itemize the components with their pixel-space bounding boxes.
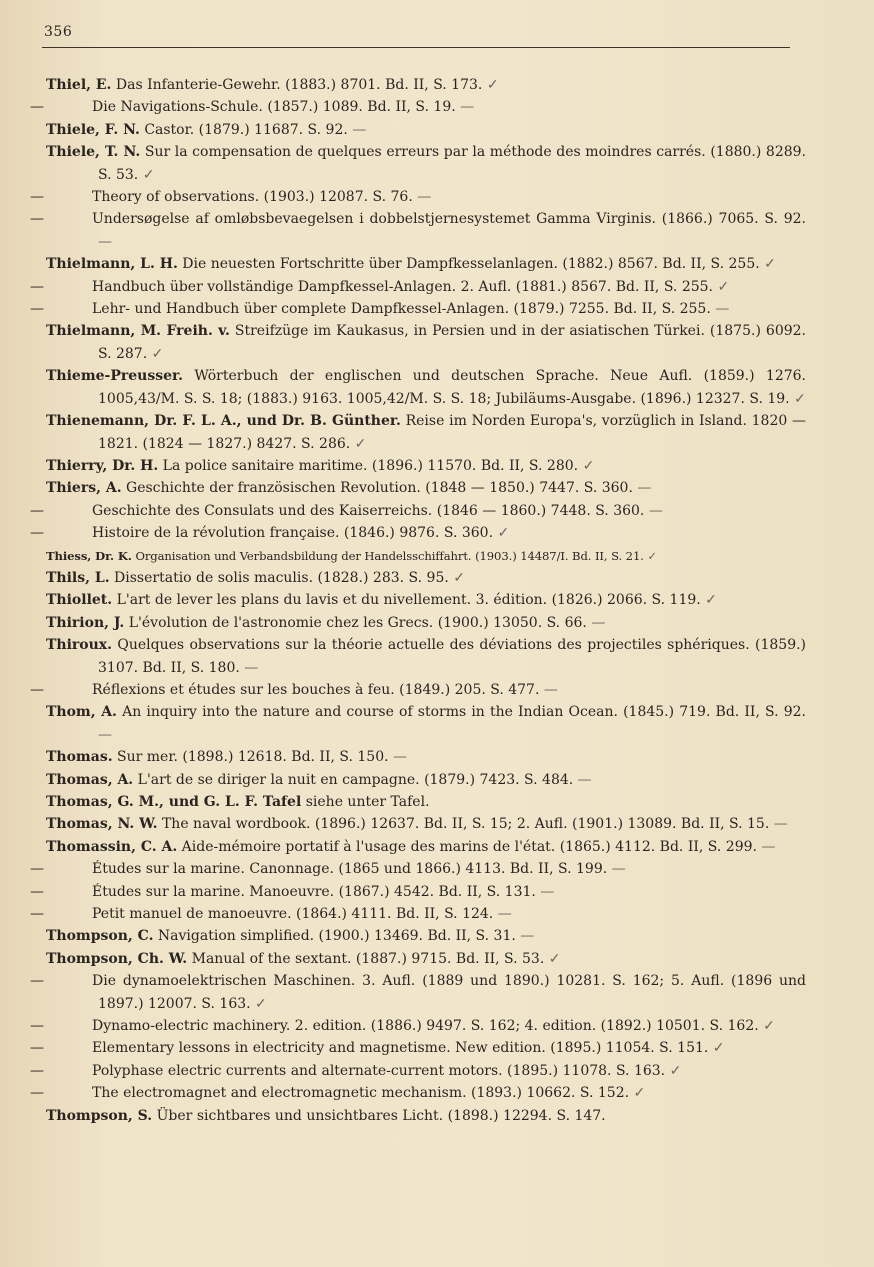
entry-text: Petit manuel de manoeuvre. (1864.) 4111. Bd. II, S. 124.: [92, 906, 494, 923]
continuation-dash: —: [30, 99, 44, 116]
bibliography-entry: [30, 208, 806, 253]
entry-author: Thils, L.: [46, 569, 110, 586]
bibliography-entry: [46, 746, 806, 768]
check-mark-icon: ✓: [794, 390, 806, 407]
dash-mark-icon: —: [540, 883, 555, 900]
entry-text: L'art de lever les plans du lavis et du nivellement. 3. édition. (1826.) 2066. S. 119.: [116, 592, 701, 609]
entry-text: Geschichte der französischen Revolution. (1848 — 1850.) 7447. S. 360.: [126, 480, 633, 497]
bibliography-entry: [30, 1060, 806, 1082]
bibliography-entry: [46, 612, 806, 634]
bibliography-entry: [46, 813, 806, 835]
check-mark-icon: ✓: [582, 457, 595, 474]
entry-text: Dissertatio de solis maculis. (1828.) 283. S. 95.: [114, 569, 449, 586]
entry-text: An inquiry into the nature and course of storms in the Indian Ocean. (1845.) 719. Bd. II, S. 92.: [122, 704, 807, 721]
entry-text: Sur mer. (1898.) 12618. Bd. II, S. 150.: [117, 749, 389, 766]
bibliography-entry: [46, 769, 806, 791]
bibliography-entry: [46, 925, 806, 947]
check-mark-icon: ✓: [453, 569, 465, 586]
check-mark-icon: ✓: [354, 435, 367, 452]
entry-author: Thiess, Dr. K.: [46, 548, 132, 563]
dash-mark-icon: —: [497, 906, 512, 923]
continuation-dash: —: [30, 525, 44, 542]
continuation-dash: —: [30, 973, 44, 990]
entry-author: Thom, A.: [46, 704, 117, 721]
check-mark-icon: ✓: [764, 256, 776, 273]
check-mark-icon: ✓: [486, 77, 499, 93]
check-mark-icon: ✓: [497, 525, 510, 542]
entry-author: Thompson, S.: [46, 1107, 153, 1124]
continuation-dash: —: [30, 883, 44, 900]
entry-author: Thiele, F. N.: [46, 121, 140, 138]
dash-mark-icon: —: [577, 771, 592, 788]
check-mark-icon: ✓: [255, 995, 267, 1012]
check-mark-icon: ✓: [151, 345, 164, 362]
dash-mark-icon: —: [417, 189, 432, 206]
bibliography-entries: [30, 74, 807, 1127]
bibliography-entry: [30, 970, 806, 1015]
entry-text: Reise im Norden Europa's, vorzüglich in Island. 1820 — 1821. (1824 — 1827.) 8427. S. 286.: [98, 413, 806, 452]
bibliography-entry: [46, 141, 806, 186]
entry-text: Die Navigations-Schule. (1857.) 1089. Bd. II, S. 19.: [92, 99, 456, 116]
check-mark-icon: ✓: [705, 592, 717, 609]
entry-author: Thomas, A.: [46, 771, 134, 788]
entry-author: Thielmann, L. H.: [46, 256, 178, 273]
entry-text: Études sur la marine. Canonnage. (1865 und 1866.) 4113. Bd. II, S. 199.: [92, 861, 608, 878]
dash-mark-icon: —: [591, 614, 606, 631]
entry-text: Theory of observations. (1903.) 12087. S. 76.: [92, 189, 413, 206]
bibliography-entry: [30, 298, 806, 320]
bibliography-entry: [46, 410, 806, 455]
check-mark-icon: ✓: [548, 950, 561, 967]
check-mark-icon: ✓: [763, 1018, 775, 1035]
continuation-dash: —: [30, 1062, 44, 1079]
bibliography-entry: [30, 186, 806, 208]
entry-author: Thomas, G. M., und G. L. F. Tafel: [46, 794, 302, 810]
bibliography-entry: [46, 567, 806, 589]
entry-text: The naval wordbook. (1896.) 12637. Bd. II, S. 15; 2. Aufl. (1901.) 13089. Bd. II, S. 15.: [161, 816, 770, 833]
continuation-dash: —: [30, 1040, 44, 1057]
continuation-dash: —: [30, 301, 44, 318]
bibliography-entry: [46, 1105, 806, 1127]
check-mark-icon: ✓: [142, 166, 155, 183]
bibliography-entry: [30, 276, 806, 298]
dash-mark-icon: —: [393, 749, 408, 766]
bibliography-entry: [30, 500, 806, 522]
entry-text: Sur la compensation de quelques erreurs par la méthode des moindres carrés. (1880.) 8289. S. 53.: [98, 144, 807, 183]
bibliography-entry: [46, 74, 806, 96]
entry-author: Thiel, E.: [46, 77, 112, 93]
dash-mark-icon: —: [611, 861, 626, 878]
entry-text: Handbuch über vollständige Dampfkessel-Anlagen. 2. Aufl. (1881.) 8567. Bd. II, S. 255.: [92, 278, 713, 295]
continuation-dash: —: [30, 278, 44, 295]
entry-author: Thirion, J.: [46, 614, 125, 631]
entry-text: Aide-mémoire portatif à l'usage des marins de l'état. (1865.) 4112. Bd. II, S. 299.: [181, 838, 757, 855]
continuation-dash: —: [30, 861, 44, 878]
dash-mark-icon: —: [715, 301, 730, 318]
bibliography-entry: [46, 634, 806, 679]
entry-text: Organisation und Verbandsbildung der Handelsschiffahrt. (1903.) 14487/I. Bd. II, S. 21.: [135, 548, 644, 563]
entry-text: Über sichtbares und unsichtbares Licht. (1898.) 12294. S. 147.: [156, 1107, 606, 1124]
bibliography-entry: [30, 1015, 806, 1037]
bibliography-entry: [46, 701, 806, 746]
entry-text: L'art de se diriger la nuit en campagne. (1879.) 7423. S. 484.: [137, 771, 574, 788]
entry-text: Wörterbuch der englischen und deutschen Sprache. Neue Aufl. (1859.) 1276. 1005,43/M. S. S. 18; (1883.) 9163. 1005,42/M. S. S. 18; Jubiläums-Ausgabe. (1896.) 12327. S. 19.: [98, 368, 806, 407]
continuation-dash: —: [30, 211, 44, 228]
entry-text: L'évolution de l'astronomie chez les Grecs. (1900.) 13050. S. 66.: [128, 614, 587, 631]
entry-text: Manual of the sextant. (1887.) 9715. Bd. II, S. 53.: [191, 950, 545, 967]
entry-text: Dynamo-electric machinery. 2. edition. (1886.) 9497. S. 162; 4. edition. (1892.) 10501. S. 162.: [92, 1018, 759, 1035]
entry-author: Thomassin, C. A.: [46, 838, 178, 855]
entry-author: Thienemann, Dr. F. L. A., und Dr. B. Günther.: [46, 413, 401, 430]
bibliography-entry: [46, 477, 806, 499]
entry-author: Thieme-Preusser.: [46, 368, 183, 385]
entry-text: Navigation simplified. (1900.) 13469. Bd. II, S. 31.: [157, 928, 516, 945]
bibliography-entry: [30, 1082, 806, 1104]
continuation-dash: —: [30, 906, 44, 923]
dash-mark-icon: —: [543, 681, 558, 698]
entry-author: Thierry, Dr. H.: [46, 457, 159, 474]
entry-author: Thomas.: [46, 749, 113, 766]
dash-mark-icon: —: [637, 480, 652, 497]
entry-text: Quelques observations sur la théorie actuelle des déviations des projectiles sphériques. (1859.) 3107. Bd. II, S. 180.: [98, 637, 807, 676]
entry-author: Thomas, N. W.: [46, 816, 158, 833]
bibliography-entry: [46, 365, 806, 410]
check-mark-icon: ✓: [633, 1085, 646, 1102]
entry-text: Lehr- und Handbuch über complete Dampfkessel-Anlagen. (1879.) 7255. Bd. II, S. 255.: [92, 301, 711, 318]
entry-text: Histoire de la révolution française. (1846.) 9876. S. 360.: [92, 525, 494, 542]
continuation-dash: —: [30, 502, 44, 519]
entry-text: Geschichte des Consulats und des Kaiserreichs. (1846 — 1860.) 7448. S. 360.: [92, 502, 645, 519]
check-mark-icon: ✓: [717, 278, 730, 295]
header-rule: [42, 47, 790, 48]
bibliography-entry: [30, 522, 806, 544]
entry-text: Das Infanterie-Gewehr. (1883.) 8701. Bd. II, S. 173.: [115, 77, 483, 93]
dash-mark-icon: —: [761, 838, 776, 855]
dash-mark-icon: —: [520, 928, 535, 945]
dash-mark-icon: —: [244, 659, 259, 676]
continuation-dash: —: [30, 1018, 44, 1035]
entry-text: Streifzüge im Kaukasus, in Persien und in der asiatischen Türkei. (1875.) 6092. S. 287.: [98, 323, 806, 362]
entry-text: Réflexions et études sur les bouches à feu. (1849.) 205. S. 477.: [92, 681, 540, 698]
bibliography-entry: [46, 119, 806, 141]
bibliography-entry: [46, 791, 806, 813]
entry-author: Thiollet.: [46, 592, 113, 609]
dash-mark-icon: —: [98, 233, 112, 250]
entry-text: Polyphase electric currents and alternate-current motors. (1895.) 11078. S. 163.: [92, 1062, 666, 1079]
dash-mark-icon: —: [352, 121, 367, 138]
entry-text: siehe unter Tafel.: [305, 794, 430, 810]
check-mark-icon: ✓: [647, 548, 658, 563]
bibliography-entry: [46, 320, 806, 365]
continuation-dash: —: [30, 1085, 44, 1102]
bibliography-entry: [46, 589, 806, 611]
bibliography-entry: [30, 679, 806, 701]
entry-author: Thielmann, M. Freih. v.: [46, 323, 230, 340]
bibliography-entry: [30, 1037, 806, 1059]
entry-author: Thompson, Ch. W.: [46, 950, 188, 967]
entry-text: Études sur la marine. Manoeuvre. (1867.) 4542. Bd. II, S. 131.: [92, 883, 536, 900]
bibliography-entry: [30, 881, 806, 903]
continuation-dash: —: [30, 681, 44, 698]
entry-text: Elementary lessons in electricity and magnetisme. New edition. (1895.) 11054. S. 151.: [92, 1040, 709, 1057]
bibliography-entry: [30, 858, 806, 880]
entry-text: La police sanitaire maritime. (1896.) 11570. Bd. II, S. 280.: [162, 457, 579, 474]
bibliography-entry: [30, 96, 806, 118]
check-mark-icon: ✓: [712, 1040, 725, 1057]
dash-mark-icon: —: [98, 726, 112, 743]
dash-mark-icon: —: [648, 502, 663, 519]
entry-author: Thiroux.: [46, 637, 113, 654]
entry-author: Thiers, A.: [46, 480, 122, 497]
entry-text: Die dynamoelektrischen Maschinen. 3. Aufl. (1889 und 1890.) 10281. S. 162; 5. Aufl. (1896 und 1897.) 12007. S. 163.: [92, 973, 806, 1012]
bibliography-entry: [46, 836, 806, 858]
entry-text: Undersøgelse af omløbsbevaegelsen i dobbelstjernesystemet Gamma Virginis. (1866.) 7065. S. 92.: [92, 211, 806, 228]
bibliography-entry: [46, 253, 806, 275]
entry-author: Thompson, C.: [46, 928, 154, 945]
page-number: 356: [44, 24, 73, 40]
bibliography-entry: [30, 903, 806, 925]
entry-text: Castor. (1879.) 11687. S. 92.: [144, 121, 348, 138]
entry-text: The electromagnet and electromagnetic mechanism. (1893.) 10662. S. 152.: [92, 1085, 630, 1102]
entry-author: Thiele, T. N.: [46, 144, 141, 161]
bibliography-entry: [46, 545, 806, 567]
bibliography-entry: [46, 948, 806, 970]
dash-mark-icon: —: [460, 99, 475, 116]
dash-mark-icon: —: [773, 816, 788, 833]
bibliography-entry: [46, 455, 806, 477]
entry-text: Die neuesten Fortschritte über Dampfkesselanlagen. (1882.) 8567. Bd. II, S. 255.: [182, 256, 760, 273]
continuation-dash: —: [30, 189, 44, 206]
check-mark-icon: ✓: [669, 1062, 682, 1079]
